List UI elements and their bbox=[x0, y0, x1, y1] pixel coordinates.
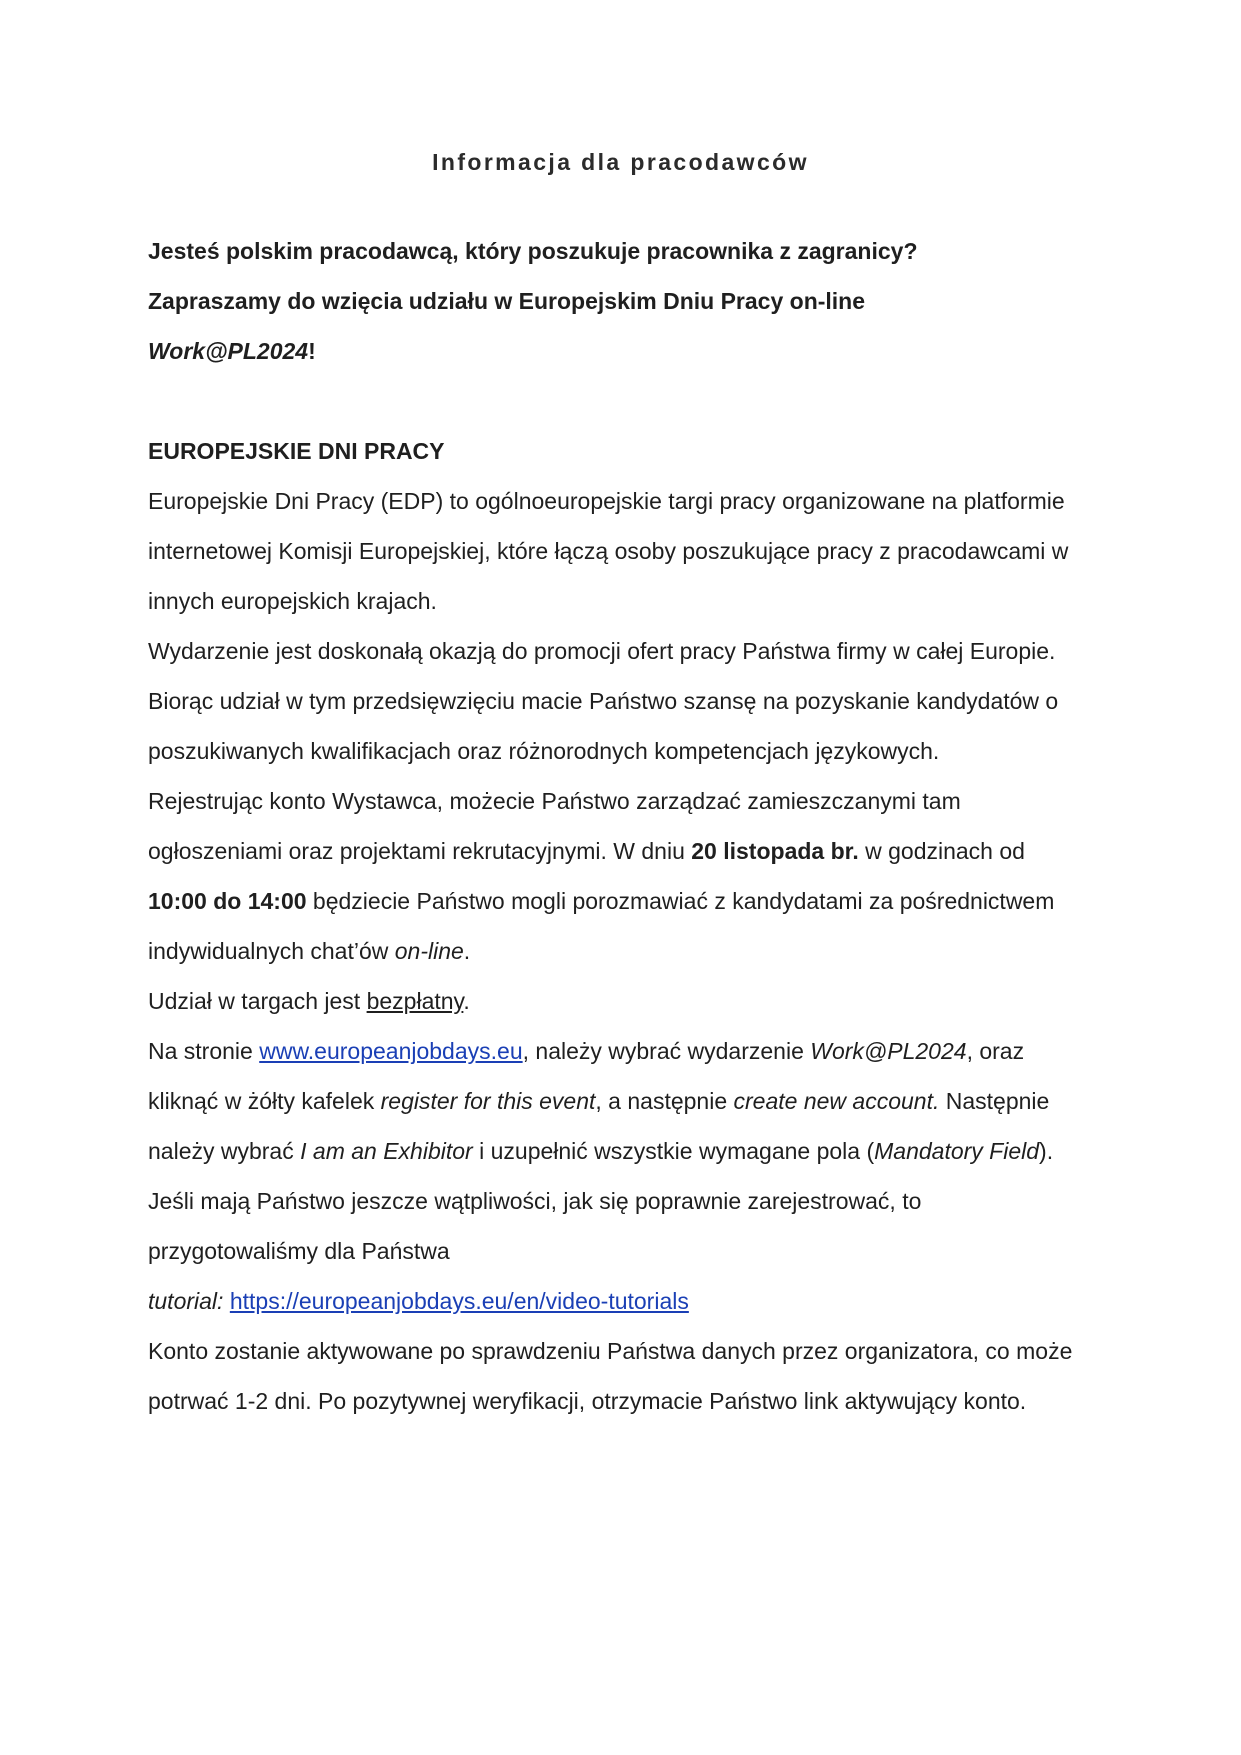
paragraph-promotion: Wydarzenie jest doskonałą okazją do promocji ofert pracy Państwa firmy w całej Europie. bbox=[148, 638, 1056, 664]
text-segment: będziecie Państwo mogli porozmawiać z kandydatami za pośrednictwem indywidualnych chat’ów bbox=[148, 888, 1055, 964]
section-body bbox=[148, 476, 1088, 1426]
text-segment: Następnie należy wybrać bbox=[148, 1088, 1050, 1164]
text-segment: Na stronie bbox=[148, 1038, 260, 1064]
exhibitor-term: I am an Exhibitor bbox=[300, 1138, 473, 1164]
paragraph-registration bbox=[148, 1026, 1088, 1326]
register-term: register for this event bbox=[380, 1088, 596, 1114]
event-time: 10:00 do 14:00 bbox=[148, 888, 307, 914]
text-segment: , oraz kliknąć w żółty kafelek bbox=[148, 1038, 1025, 1114]
event-name-inline: Work@PL2024 bbox=[810, 1038, 967, 1064]
mandatory-field-term: Mandatory Field bbox=[874, 1138, 1040, 1164]
section-heading: EUROPEJSKIE DNI PRACY bbox=[148, 438, 445, 464]
paragraph-candidates: Biorąc udział w tym przedsięwzięciu macie Państwo szansę na pozyskanie kandydatów o poszukiwanych kwalifikacjach oraz różnorodnych kompetencjach językowych. bbox=[148, 688, 1059, 764]
intro-invitation: Zapraszamy do wzięcia udziału w Europejskim Dniu Pracy on-line bbox=[148, 288, 866, 314]
paragraph-edp-intro: Europejskie Dni Pracy (EDP) to ogólnoeuropejskie targi pracy organizowane na platformie internetowej Komisji Europejskiej, które łączą osoby poszukujące pracy z pracodawcami w innych europejskich krajach. bbox=[148, 488, 1069, 614]
text-segment: . bbox=[463, 938, 471, 964]
page-title: Informacja dla pracodawców bbox=[432, 149, 809, 175]
intro-event-line bbox=[148, 326, 1088, 376]
exclamation: ! bbox=[308, 338, 316, 364]
text-segment: i uzupełnić wszystkie wymagane pola ( bbox=[472, 1138, 875, 1164]
online-term: on-line bbox=[394, 938, 464, 964]
text-segment: ). Jeśli mają Państwo jeszcze wątpliwości, jak się poprawnie zarejestrować, to przygotowaliśmy dla Państwa bbox=[148, 1138, 1054, 1264]
document-body bbox=[148, 226, 1088, 1426]
text-segment: Rejestrując konto Wystawca, możecie Państwo zarządzać zamieszczanymi tam ogłoszeniami oraz projektami rekrutacyjnymi. W dniu bbox=[148, 788, 961, 864]
text-segment: , a następnie bbox=[595, 1088, 734, 1114]
europeanjobdays-link[interactable]: www.europeanjobdays.eu bbox=[259, 1038, 523, 1064]
text-segment: . bbox=[463, 988, 470, 1014]
intro-block bbox=[148, 226, 1088, 376]
paragraph-activation: Konto zostanie aktywowane po sprawdzeniu Państwa danych przez organizatora, co może potrwać 1-2 dni. Po pozytywnej weryfikacji, otrzymacie Państwo link aktywujący konto. bbox=[148, 1338, 1073, 1414]
text-segment: w godzinach od bbox=[858, 838, 1025, 864]
intro-question: Jesteś polskim pracodawcą, który poszukuje pracownika z zagranicy? bbox=[148, 238, 918, 264]
video-tutorials-link[interactable]: https://europeanjobdays.eu/en/video-tutorials bbox=[229, 1288, 689, 1314]
text-segment: Udział w targach jest bbox=[148, 988, 367, 1014]
event-date: 20 listopada br. bbox=[691, 838, 859, 864]
event-name: Work@PL2024 bbox=[148, 338, 309, 364]
free-term: bezpłatny bbox=[366, 988, 464, 1014]
create-account-term: create new account. bbox=[733, 1088, 940, 1114]
paragraph-account bbox=[148, 776, 1088, 976]
paragraph-free bbox=[148, 976, 1088, 1026]
tutorial-term: tutorial: bbox=[148, 1288, 224, 1314]
text-segment: , należy wybrać wydarzenie bbox=[522, 1038, 811, 1064]
